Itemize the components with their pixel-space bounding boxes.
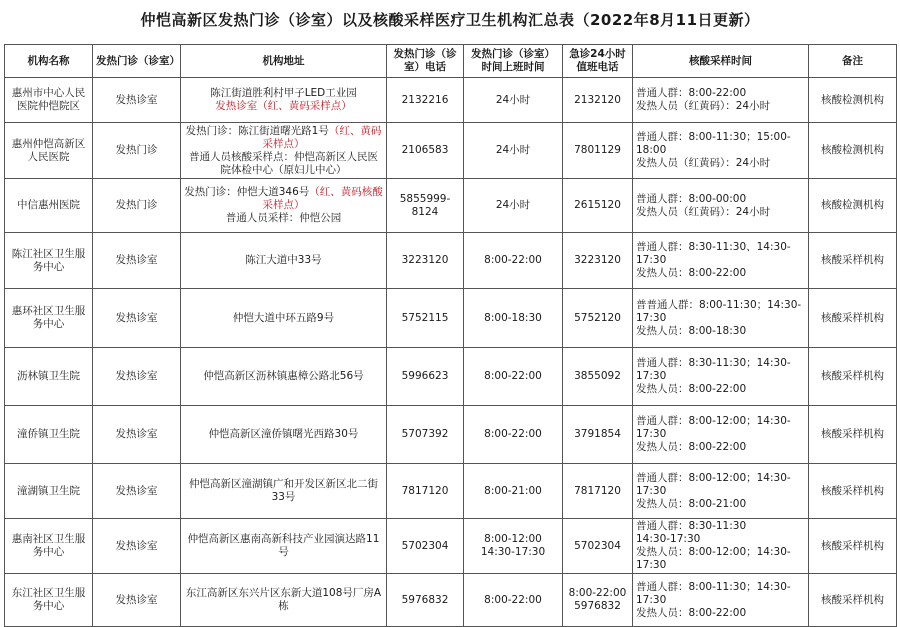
sampling-line-2: 发热人员：8:00-22:00 (636, 606, 747, 619)
sampling-line-3: 发热人员：8:00-12:00；14:30-17:30 (636, 546, 791, 571)
cell-emergency (563, 464, 633, 519)
emergency-line: 3855092 (574, 370, 621, 382)
address-line: 发热门诊：仲恺大道346号 (184, 186, 310, 198)
cell-address (181, 406, 387, 464)
emergency-line-2: 5976832 (574, 600, 621, 612)
cell-phone: 5752115 (387, 289, 464, 348)
table-row (5, 233, 897, 289)
cell-clinic: 发热诊室 (93, 519, 181, 574)
cell-clinic: 发热门诊 (93, 179, 181, 233)
sampling-line-2: 发热人员（红黄码）：24小时 (636, 205, 771, 218)
cell-hours (464, 464, 563, 519)
sampling-line: 普通人群：8:00-00:00 (636, 192, 747, 205)
hours-line: 8:00-22:00 (484, 254, 542, 266)
sampling-line-2: 发热人员：8:00-21:00 (636, 497, 747, 510)
address-line: 陈江大道中33号 (245, 254, 322, 266)
address-line: 仲恺高新区惠南高新科技产业园演达路11号 (187, 533, 380, 558)
cell-hours (464, 123, 563, 179)
cell-address (181, 348, 387, 406)
sampling-line: 普通人群：8:00-12:00；14:30-17:30 (636, 471, 791, 497)
cell-emergency (563, 179, 633, 233)
cell-phone: 2106583 (387, 123, 464, 179)
hours-line: 8:00-22:00 (484, 428, 542, 440)
header-hours: 发热门诊（诊室）时间上班时间 (464, 45, 563, 78)
address-line: 仲恺高新区潼侨镇曙光西路30号 (208, 428, 359, 440)
cell-phone: 5976832 (387, 574, 464, 627)
cell-sampling (633, 233, 809, 289)
emergency-line: 8:00-22:00 (568, 587, 627, 599)
cell-name: 沥林镇卫生院 (5, 348, 93, 406)
sampling-line: 普普通人群：8:00-11:30；14:30-17:30 (636, 298, 802, 324)
cell-sampling (633, 78, 809, 123)
address-line: 仲恺高新区沥林镇惠樟公路北56号 (203, 370, 364, 382)
cell-hours (464, 406, 563, 464)
cell-phone: 3223120 (387, 233, 464, 289)
sampling-line-2: 14:30-17:30 (636, 533, 701, 545)
header-address: 机构地址 (181, 45, 387, 78)
cell-clinic: 发热诊室 (93, 289, 181, 348)
hours-line: 8:00-12:00 (484, 533, 542, 545)
cell-emergency (563, 78, 633, 123)
table-row (5, 123, 897, 179)
cell-address (181, 289, 387, 348)
institutions-table (4, 44, 897, 627)
sampling-line: 普通人群：8:00-11:30；14:30-17:30 (636, 580, 791, 606)
table-row (5, 289, 897, 348)
header-emergency: 急诊24小时值班电话 (563, 45, 633, 78)
address-red-note: （红、黄码核酸采样点） (262, 186, 383, 211)
cell-address (181, 123, 387, 179)
cell-note: 核酸采样机构 (809, 289, 897, 348)
cell-name: 潼湖镇卫生院 (5, 464, 93, 519)
cell-hours (464, 574, 563, 627)
table-row (5, 464, 897, 519)
sampling-line: 普通人群：8:30-11:30；14:30-17:30 (636, 357, 791, 382)
cell-sampling (633, 406, 809, 464)
hours-line-2: 14:30-17:30 (480, 546, 546, 558)
cell-note: 核酸采样机构 (809, 406, 897, 464)
cell-name: 中信惠州医院 (5, 179, 93, 233)
table-row (5, 406, 897, 464)
cell-sampling (633, 179, 809, 233)
address-red-note-2: 发热诊室（红、黄码采样点） (215, 100, 352, 112)
cell-clinic: 发热诊室 (93, 464, 181, 519)
cell-phone: 5707392 (387, 406, 464, 464)
cell-hours (464, 289, 563, 348)
cell-sampling (633, 464, 809, 519)
cell-note: 核酸检测机构 (809, 123, 897, 179)
cell-note: 核酸采样机构 (809, 574, 897, 627)
sampling-line-2: 发热人员：8:00-18:30 (636, 324, 747, 337)
address-line: 仲恺大道中环五路9号 (232, 311, 335, 324)
cell-sampling (633, 574, 809, 627)
cell-emergency (563, 233, 633, 289)
cell-hours (464, 233, 563, 289)
cell-emergency (563, 574, 633, 627)
cell-address (181, 574, 387, 627)
cell-sampling (633, 289, 809, 348)
emergency-line: 7801129 (574, 144, 621, 156)
cell-emergency (563, 289, 633, 348)
cell-name: 惠南社区卫生服务中心 (5, 519, 93, 574)
cell-clinic: 发热诊室 (93, 574, 181, 627)
cell-phone: 5702304 (387, 519, 464, 574)
emergency-line: 7817120 (574, 484, 621, 497)
hours-line: 24小时 (495, 199, 531, 211)
cell-hours (464, 78, 563, 123)
cell-phone: 5996623 (387, 348, 464, 406)
hours-line: 8:00-22:00 (484, 593, 542, 606)
cell-hours (464, 519, 563, 574)
cell-clinic: 发热门诊 (93, 123, 181, 179)
header-row (5, 45, 897, 78)
sampling-line-2: 发热人员：8:00-22:00 (636, 441, 747, 453)
cell-clinic: 发热诊室 (93, 348, 181, 406)
hours-line: 8:00-21:00 (484, 484, 542, 497)
header-note: 备注 (809, 45, 897, 78)
sampling-line-2: 发热人员（红黄码）：24小时 (636, 157, 771, 169)
table-row (5, 519, 897, 574)
table-row (5, 179, 897, 233)
table-row (5, 348, 897, 406)
address-line-2: 普通人员采样：仲恺公园 (225, 212, 342, 224)
cell-name: 惠州市中心人民医院仲恺院区 (5, 78, 93, 123)
cell-name: 东江社区卫生服务中心 (5, 574, 93, 627)
address-red-note: （红、黄码采样点） (262, 124, 382, 150)
page-title: 仲恺高新区发热门诊（诊室）以及核酸采样医疗卫生机构汇总表（2022年8月11日更新） (140, 11, 760, 29)
cell-emergency (563, 519, 633, 574)
cell-sampling (633, 123, 809, 179)
cell-address (181, 464, 387, 519)
sampling-line: 普通人群：8:00-11:30；15:00-18:00 (636, 131, 791, 156)
emergency-line: 3791854 (574, 428, 621, 440)
cell-hours (464, 348, 563, 406)
hours-line: 24小时 (495, 93, 531, 106)
emergency-line: 5752120 (574, 311, 621, 324)
cell-name: 惠州仲恺高新区人民医院 (5, 123, 93, 179)
cell-phone: 7817120 (387, 464, 464, 519)
cell-address (181, 233, 387, 289)
sampling-line: 普通人群：8:30-11:30、14:30-17:30 (636, 241, 791, 266)
address-line-2: 普通人员核酸采样点：仲恺高新区人民医院体检中心（原妇儿中心） (189, 150, 378, 176)
cell-note: 核酸采样机构 (809, 348, 897, 406)
sampling-line-2: 发热人员：8:00-22:00 (636, 383, 747, 395)
cell-emergency (563, 123, 633, 179)
table-row (5, 78, 897, 123)
cell-sampling (633, 519, 809, 574)
cell-clinic: 发热诊室 (93, 406, 181, 464)
emergency-line: 2615120 (574, 199, 621, 211)
hours-line: 24小时 (495, 144, 531, 156)
header-clinic: 发热门诊（诊室） (93, 45, 181, 78)
header-phone: 发热门诊（诊室）电话 (387, 45, 464, 78)
header-name: 机构名称 (5, 45, 93, 78)
cell-phone: 2132216 (387, 78, 464, 123)
cell-note: 核酸采样机构 (809, 464, 897, 519)
cell-emergency (563, 406, 633, 464)
cell-note: 核酸采样机构 (809, 233, 897, 289)
cell-note: 核酸检测机构 (809, 78, 897, 123)
header-sampling: 核酸采样时间 (633, 45, 809, 78)
cell-clinic: 发热诊室 (93, 78, 181, 123)
sampling-line: 普通人群：8:00-12:00；14:30-17:30 (636, 415, 791, 440)
cell-clinic: 发热诊室 (93, 233, 181, 289)
address-line: 陈江街道胜利村甲子LED工业园 (210, 87, 357, 99)
emergency-line: 2132120 (574, 93, 621, 106)
address-line: 仲恺高新区潼湖镇广和开发区新区北二街33号 (189, 478, 378, 503)
emergency-line: 5702304 (574, 539, 621, 552)
cell-name: 惠环社区卫生服务中心 (5, 289, 93, 348)
sampling-line-2: 发热人员：8:00-22:00 (636, 267, 747, 279)
cell-note: 核酸检测机构 (809, 179, 897, 233)
sampling-line-2: 发热人员（红黄码）：24小时 (636, 100, 771, 112)
sampling-line: 普通人群：8:30-11:30 (636, 520, 747, 532)
cell-emergency (563, 348, 633, 406)
cell-hours (464, 179, 563, 233)
hours-line: 8:00-22:00 (484, 370, 542, 382)
cell-phone: 5855999-8124 (387, 179, 464, 233)
address-line: 东江高新区东兴片区东新大道108号厂房A栋 (185, 587, 382, 612)
hours-line: 8:00-18:30 (484, 311, 542, 324)
cell-address (181, 519, 387, 574)
cell-name: 陈江社区卫生服务中心 (5, 233, 93, 289)
cell-address (181, 179, 387, 233)
address-line: 发热门诊：陈江街道曙光路1号 (185, 124, 329, 137)
cell-note: 核酸采样机构 (809, 519, 897, 574)
emergency-line: 3223120 (574, 254, 621, 266)
cell-name: 潼侨镇卫生院 (5, 406, 93, 464)
cell-address (181, 78, 387, 123)
sampling-line: 普通人群：8:00-22:00 (636, 87, 747, 99)
table-row (5, 574, 897, 627)
cell-sampling (633, 348, 809, 406)
